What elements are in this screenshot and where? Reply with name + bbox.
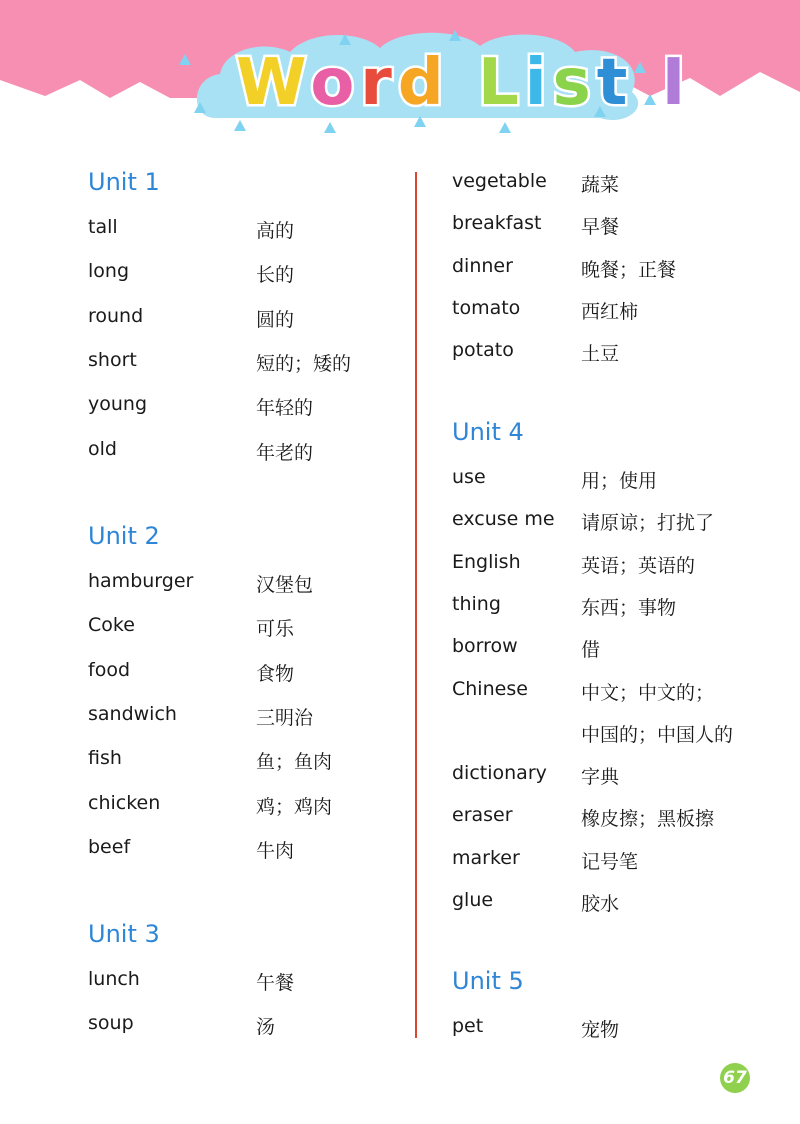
title-letter: s (552, 46, 597, 120)
title-letter: o (310, 46, 361, 120)
word-english: borrow (452, 635, 518, 658)
word-chinese: 晚餐；正餐 (581, 258, 677, 281)
word-english: hamburger (88, 570, 194, 592)
word-english: short (88, 348, 137, 371)
word-chinese: 汉堡包 (256, 574, 314, 596)
word-english: tall (88, 216, 118, 238)
word-chinese: 午餐 (256, 972, 295, 994)
title-letter (450, 46, 478, 120)
title-letter: i (524, 46, 553, 120)
word-chinese: 请原谅；打扰了 (581, 512, 715, 535)
word-chinese: 字典 (581, 766, 620, 789)
word-chinese: 中文；中文的； (581, 681, 715, 704)
sparkle-triangle (499, 122, 511, 133)
word-chinese: 中国的；中国人的 (581, 723, 734, 746)
sparkle-triangle (324, 122, 336, 133)
word-chinese: 蔬菜 (581, 174, 620, 196)
word-english: dinner (452, 254, 513, 277)
word-english: tomato (452, 296, 521, 319)
word-chinese: 记号笔 (581, 850, 639, 873)
word-chinese: 食物 (256, 662, 295, 685)
word-chinese: 牛肉 (256, 839, 295, 862)
word-english: chicken (88, 791, 161, 814)
word-english: glue (452, 889, 494, 911)
word-english: food (88, 658, 130, 681)
word-english: use (452, 466, 486, 488)
word-chinese: 汤 (256, 1016, 276, 1039)
title-letter: t (596, 46, 634, 120)
word-english: Chinese (452, 677, 528, 700)
word-chinese: 借 (581, 639, 601, 662)
word-chinese: 三明治 (256, 706, 314, 729)
word-chinese: 西红柿 (581, 300, 639, 323)
word-english: fish (88, 747, 122, 770)
word-english: beef (88, 835, 131, 858)
word-chinese: 胶水 (581, 893, 620, 915)
sparkle-triangle (234, 120, 246, 131)
title-letter: d (397, 46, 450, 120)
word-chinese: 长的 (256, 264, 295, 287)
word-english: soup (88, 1012, 134, 1035)
word-english: potato (452, 339, 514, 362)
title-letter: L (477, 46, 525, 120)
word-english: marker (452, 846, 520, 869)
column-divider (415, 172, 417, 1038)
header-banner (0, 0, 800, 150)
word-english: English (452, 550, 521, 573)
title-letter (633, 46, 661, 120)
word-chinese: 年老的 (256, 441, 314, 464)
word-chinese: 鱼；鱼肉 (256, 751, 333, 774)
unit-heading: Unit 1 (88, 168, 160, 196)
word-english: old (88, 437, 117, 460)
word-chinese: 鸡；鸡肉 (256, 795, 333, 818)
word-chinese: 高的 (256, 220, 295, 242)
word-chinese: 年轻的 (256, 397, 314, 420)
word-english: pet (452, 1015, 484, 1037)
word-chinese: 东西；事物 (581, 596, 677, 619)
page-number: 67 (720, 1063, 750, 1093)
word-english: vegetable (452, 170, 547, 192)
word-english: breakfast (452, 212, 542, 235)
word-chinese: 早餐 (581, 216, 620, 239)
unit-heading: Unit 4 (452, 418, 524, 446)
word-chinese: 短的；矮的 (256, 352, 352, 375)
title-letter: I (661, 46, 692, 120)
word-english: sandwich (88, 702, 177, 725)
word-english: lunch (88, 968, 140, 990)
word-english: eraser (452, 804, 513, 827)
unit-heading: Unit 3 (88, 920, 160, 948)
word-chinese: 圆的 (256, 308, 295, 331)
page-title (236, 46, 691, 120)
word-chinese: 可乐 (256, 618, 295, 641)
unit-heading: Unit 5 (452, 967, 524, 995)
word-chinese: 用；使用 (581, 470, 658, 492)
word-chinese: 土豆 (581, 343, 620, 366)
word-chinese: 英语；英语的 (581, 554, 696, 577)
word-chinese: 橡皮擦；黑板擦 (581, 808, 715, 831)
word-english: dictionary (452, 762, 547, 785)
word-english: excuse me (452, 508, 555, 531)
unit-heading: Unit 2 (88, 522, 160, 550)
word-english: Coke (88, 614, 135, 637)
word-english: round (88, 304, 144, 327)
word-english: long (88, 260, 130, 283)
word-chinese: 宠物 (581, 1019, 620, 1041)
word-english: young (88, 393, 148, 416)
title-letter: r (360, 46, 398, 120)
title-letter: W (236, 46, 311, 120)
word-english: thing (452, 592, 501, 615)
